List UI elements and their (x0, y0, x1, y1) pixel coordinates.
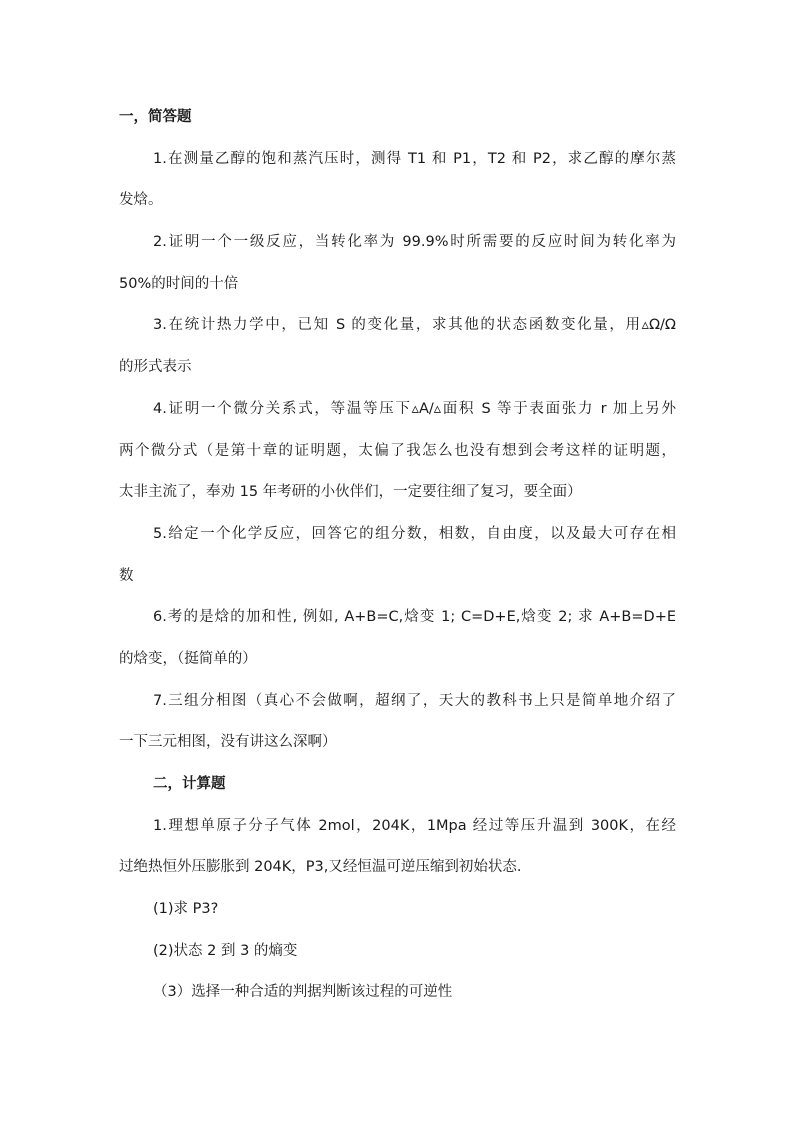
question-line: 1.在测量乙醇的饱和蒸汽压时，测得 T1 和 P1，T2 和 P2，求乙醇的摩尔蒸 (153, 150, 676, 167)
question-line: (1)求 P3? (153, 901, 219, 918)
question-line: 6.考的是焓的加和性, 例如, A+B=C,焓变 1; C=D+E,焓变 2; 求 A+B=D+E (153, 609, 676, 626)
question-line: 一下三元相图，没有讲这么深啊） (119, 734, 337, 751)
question-line: 太非主流了，奉劝 15 年考研的小伙伴们，一定要往细了复习，要全面） (119, 484, 582, 501)
question-line: （3）选择一种合适的判据判断该过程的可逆性 (153, 984, 453, 1001)
section-heading: 一，简答题 (119, 109, 192, 125)
document-page (119, 104, 676, 1021)
question-line: 数 (119, 567, 134, 584)
question-line: 50%的时间的十倍 (119, 275, 239, 292)
question-line: 7.三组分相图（真心不会做啊，超纲了，天大的教科书上只是简单地介绍了 (153, 692, 676, 709)
question-line: 发焓。 (119, 192, 163, 209)
question-line: 2.证明一个一级反应，当转化率为 99.9%时所需要的反应时间为转化率为 (153, 234, 676, 251)
question-line: 两个微分式（是第十章的证明题，太偏了我怎么也没有想到会考这样的证明题， (119, 442, 676, 459)
question-line: 过绝热恒外压膨胀到 204K，P3,又经恒温可逆压缩到初始状态. (119, 859, 522, 876)
question-line: (2)状态 2 到 3 的熵变 (153, 942, 298, 959)
question-line: 1.理想单原子分子气体 2mol，204K，1Mpa 经过等压升温到 300K，在经 (153, 817, 676, 834)
section-heading: 二，计算题 (153, 776, 226, 792)
question-line: 的焓变，（挺简单的） (119, 650, 257, 667)
question-line: 的形式表示 (119, 359, 192, 376)
question-line: 3.在统计热力学中，已知 S 的变化量，求其他的状态函数变化量，用▵Ω/Ω (153, 317, 676, 334)
question-line: 4.证明一个微分关系式，等温等压下▵A/▵面积 S 等于表面张力 r 加上另外 (153, 400, 676, 417)
question-line: 5.给定一个化学反应，回答它的组分数，相数，自由度，以及最大可存在相 (153, 525, 676, 542)
